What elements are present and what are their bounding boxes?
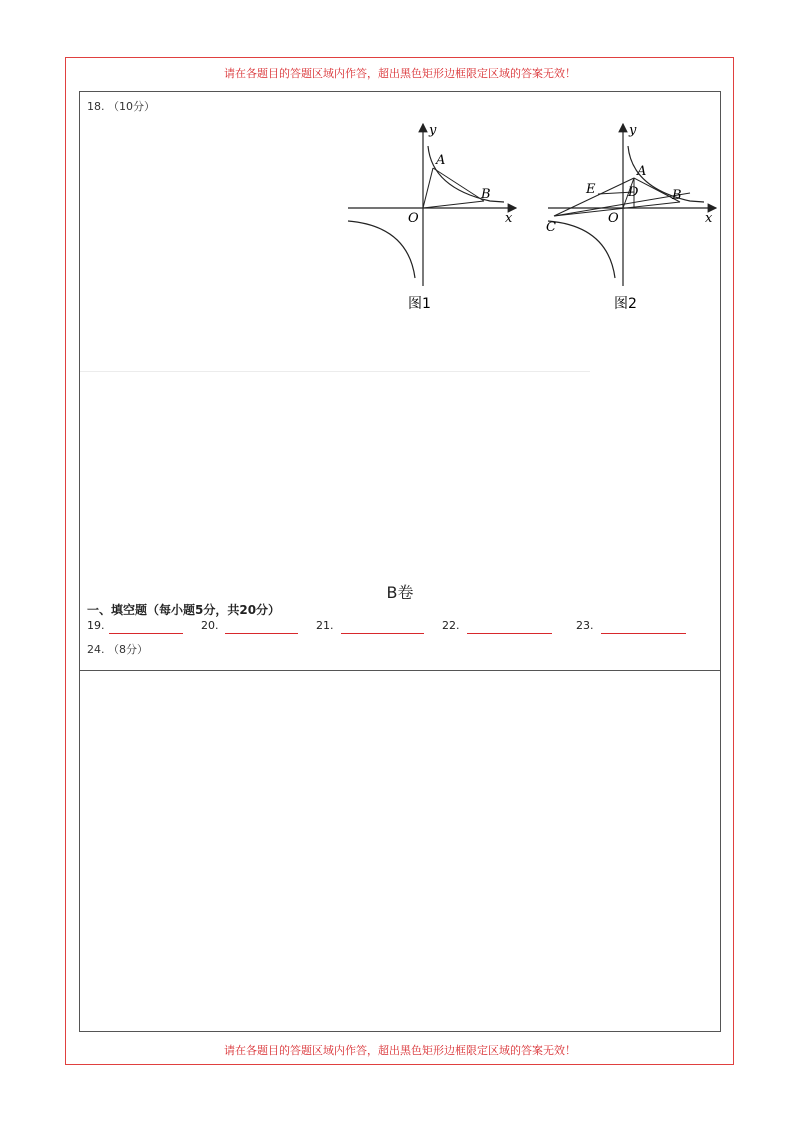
question-18-score: （10分） bbox=[108, 100, 155, 113]
hyperbola-branch-3 bbox=[348, 221, 415, 278]
bottom-warning-text: 请在各题目的答题区域内作答，超出黑色矩形边框限定区域的答案无效！ bbox=[224, 1044, 576, 1057]
label-x: x bbox=[705, 211, 713, 226]
divider-line bbox=[80, 371, 590, 372]
blank-20-line bbox=[225, 633, 298, 634]
blank-23-line bbox=[601, 633, 686, 634]
segment-OA bbox=[423, 168, 433, 208]
label-C: C bbox=[546, 220, 556, 235]
question-18-header bbox=[87, 98, 155, 114]
label-A: A bbox=[436, 153, 446, 168]
top-warning-text: 请在各题目的答题区域内作答，超出黑色矩形边框限定区域的答案无效！ bbox=[224, 67, 576, 80]
hyperbola-branch-3 bbox=[548, 221, 615, 278]
blank-21-line bbox=[341, 633, 424, 634]
label-y: y bbox=[429, 123, 437, 138]
figure-2 bbox=[540, 118, 730, 318]
blank-23[interactable] bbox=[576, 619, 594, 632]
blank-21[interactable] bbox=[316, 619, 334, 632]
label-O: O bbox=[608, 211, 619, 226]
blank-19-number: 19. bbox=[87, 619, 105, 632]
label-B: B bbox=[481, 187, 491, 202]
blank-22-line bbox=[467, 633, 552, 634]
segment-AB bbox=[433, 168, 484, 201]
label-D: D bbox=[628, 185, 639, 200]
question-24-header bbox=[87, 641, 148, 657]
label-x: x bbox=[505, 211, 513, 226]
blank-19-line bbox=[109, 633, 183, 634]
blank-20-number: 20. bbox=[201, 619, 219, 632]
label-y: y bbox=[629, 123, 637, 138]
figure-2-caption: 图2 bbox=[614, 296, 637, 312]
blank-21-number: 21. bbox=[316, 619, 334, 632]
segment-OB bbox=[423, 201, 484, 208]
label-B: B bbox=[672, 188, 682, 203]
figure-1-caption: 图1 bbox=[408, 296, 431, 312]
label-E: E bbox=[586, 182, 596, 197]
label-A: A bbox=[637, 164, 647, 179]
blank-19[interactable] bbox=[87, 619, 105, 632]
label-O: O bbox=[408, 211, 419, 226]
blank-22-number: 22. bbox=[442, 619, 460, 632]
question-24-number: 24. bbox=[87, 643, 105, 656]
question-18-number: 18. bbox=[87, 100, 105, 113]
section-b-title: B卷 bbox=[386, 583, 414, 602]
fill-in-blank-title: 一、填空题（每小题5分，共20分） bbox=[87, 603, 281, 617]
blank-20[interactable] bbox=[201, 619, 219, 632]
blank-23-number: 23. bbox=[576, 619, 594, 632]
blank-22[interactable] bbox=[442, 619, 460, 632]
figure-1 bbox=[340, 118, 530, 318]
question-24-score: （8分） bbox=[108, 643, 148, 656]
answer-box-24 bbox=[79, 670, 721, 1032]
